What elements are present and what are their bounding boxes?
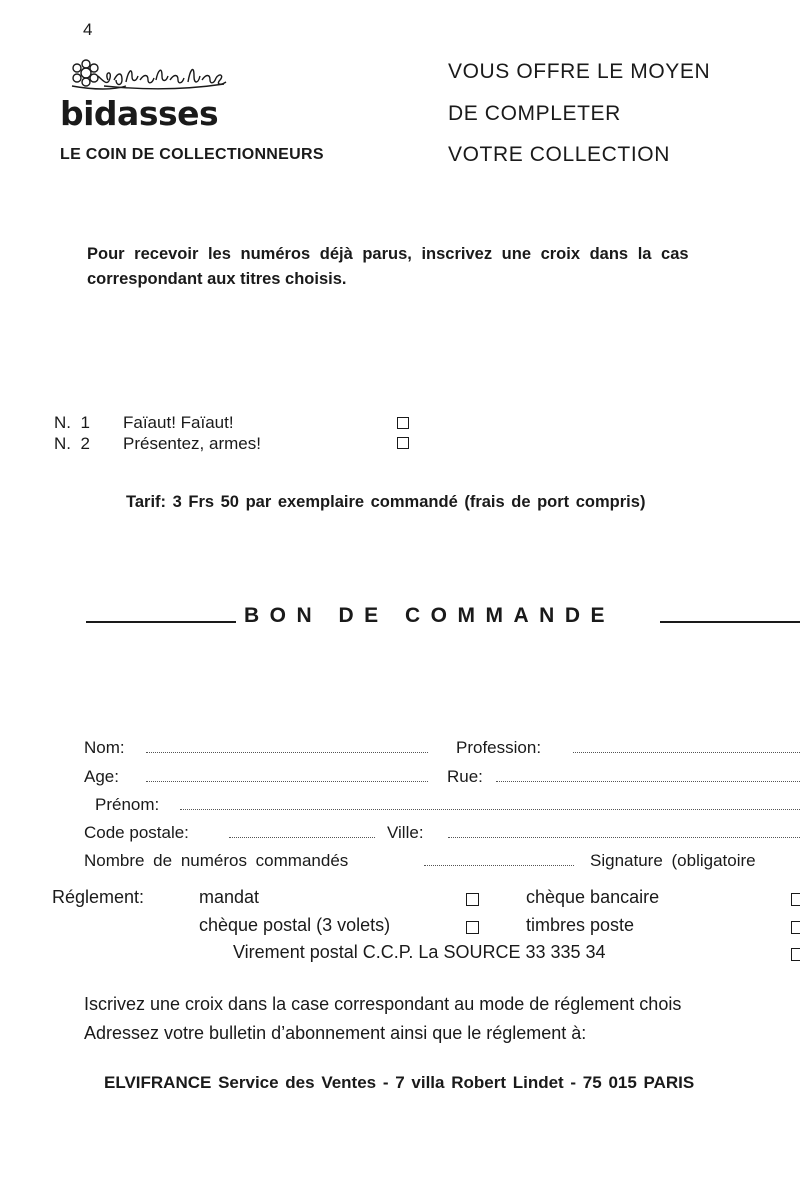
- issue-number: N. 2: [54, 434, 90, 453]
- issue-2-checkbox[interactable]: [397, 437, 409, 449]
- payment-option-virement: Virement postal C.C.P. La SOURCE 33 335 34: [233, 942, 606, 962]
- intro-paragraph: [87, 242, 800, 292]
- issue-title: Présentez, armes!: [123, 434, 261, 453]
- issue-1-checkbox[interactable]: [397, 417, 409, 429]
- nombre-label: Nombre de numéros commandés: [84, 851, 349, 870]
- signature-label: Signature (obligatoire: [590, 851, 756, 870]
- payment-option-cheque-bancaire: chèque bancaire: [526, 887, 660, 907]
- logo-flower-script: [64, 56, 229, 94]
- page-number: 4: [83, 20, 93, 39]
- code-postale-label: Code postale:: [84, 823, 189, 842]
- prenom-label: Prénom:: [95, 795, 160, 814]
- mailing-address: ELVIFRANCE Service des Ventes - 7 villa Robert Lindet - 75 015 PARIS: [104, 1073, 695, 1092]
- payment-option-timbres: timbres poste: [526, 915, 635, 935]
- offer-line-2: DE COMPLETER: [448, 102, 621, 125]
- logo-subtitle: LE COIN DE COLLECTIONNEURS: [60, 146, 324, 163]
- age-label: Age:: [84, 767, 119, 786]
- issue-row-2: [54, 434, 261, 454]
- intro-line-2: correspondant aux titres choisis.: [87, 270, 347, 288]
- nom-field[interactable]: [146, 752, 428, 753]
- instruction-line-1: Iscrivez une croix dans la case correspondant au mode de réglement chois: [84, 994, 682, 1014]
- offer-line-1: VOUS OFFRE LE MOYEN: [448, 60, 711, 83]
- age-field[interactable]: [146, 781, 428, 782]
- ville-field[interactable]: [448, 837, 800, 838]
- nom-label: Nom:: [84, 738, 125, 757]
- profession-label: Profession:: [456, 738, 542, 757]
- title-rule-right: [660, 621, 800, 623]
- rue-label: Rue:: [447, 767, 483, 786]
- payment-option-cheque-postal: chèque postal (3 volets): [199, 915, 391, 935]
- nombre-field[interactable]: [424, 865, 574, 866]
- ville-label: Ville:: [387, 823, 424, 842]
- virement-checkbox[interactable]: [791, 948, 800, 961]
- offer-line-3: VOTRE COLLECTION: [448, 143, 670, 166]
- rue-field[interactable]: [496, 781, 800, 782]
- mandat-checkbox[interactable]: [466, 893, 479, 906]
- issue-number: N. 1: [54, 413, 90, 432]
- issue-row-1: [54, 413, 234, 433]
- title-rule-left: [86, 621, 236, 623]
- prenom-field[interactable]: [180, 809, 800, 810]
- instruction-line-2: Adressez votre bulletin d’abonnement ainsi que le réglement à:: [84, 1023, 587, 1043]
- payment-label: Réglement:: [52, 887, 145, 907]
- logo-title: bidasses: [60, 94, 219, 133]
- timbres-checkbox[interactable]: [791, 921, 800, 934]
- tarif-line: Tarif: 3 Frs 50 par exemplaire commandé (frais de port compris): [126, 493, 646, 511]
- intro-line-1: Pour recevoir les numéros déjà parus, inscrivez une croix dans la cas: [87, 245, 689, 263]
- order-form-title: BON DE COMMANDE: [244, 604, 615, 627]
- issue-title: Faïaut! Faïaut!: [123, 413, 234, 432]
- payment-option-mandat: mandat: [199, 887, 260, 907]
- cheque-bancaire-checkbox[interactable]: [791, 893, 800, 906]
- cheque-postal-checkbox[interactable]: [466, 921, 479, 934]
- profession-field[interactable]: [573, 752, 800, 753]
- code-postale-field[interactable]: [229, 837, 375, 838]
